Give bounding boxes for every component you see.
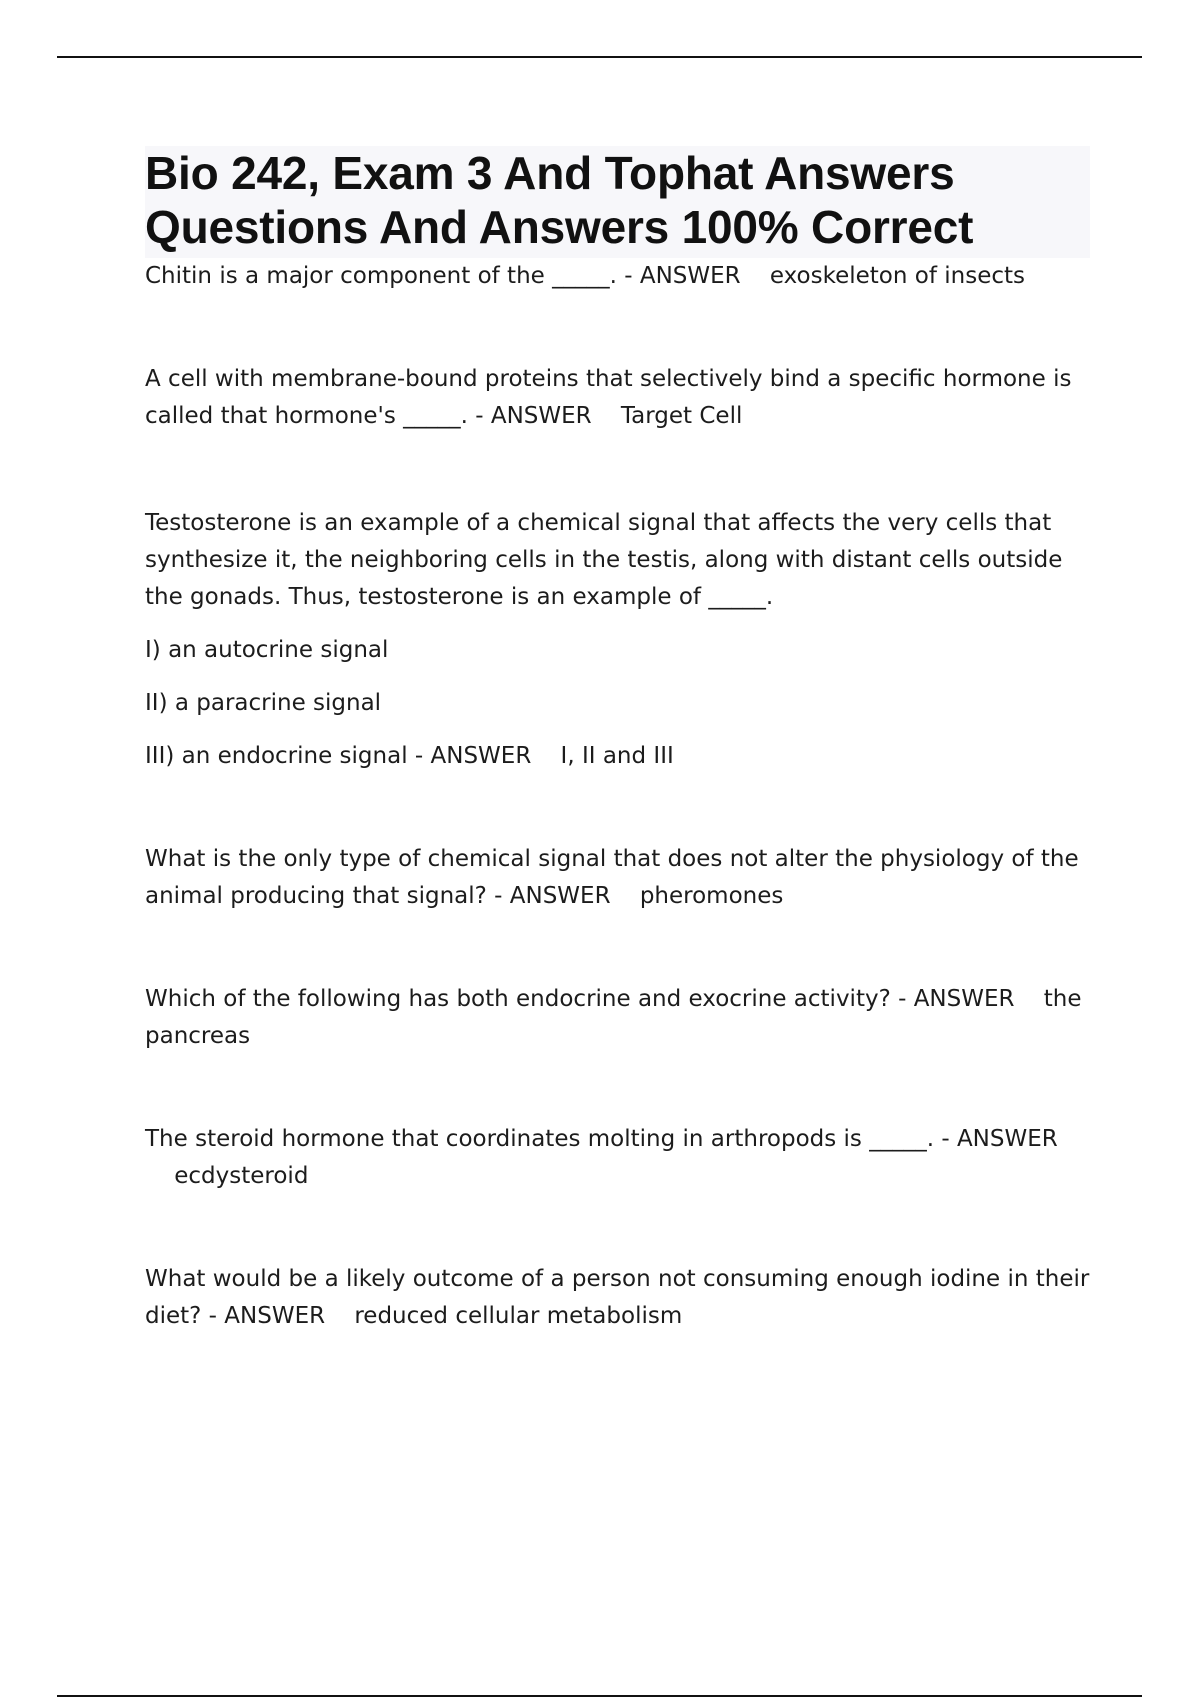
title-line-2: Questions And Answers 100% Correct — [145, 201, 974, 253]
qa-item-7 — [145, 1261, 1090, 1335]
question-text: Chitin is a major component of the _____. - ANSWER — [145, 263, 741, 289]
document-title — [145, 146, 1090, 254]
bottom-rule — [57, 1695, 1142, 1697]
qa-item-6 — [145, 1121, 1090, 1195]
question-text: What would be a likely outcome of a person not consuming enough iodine in their diet? - ANSWER — [145, 1266, 1090, 1329]
question-text: A cell with membrane-bound proteins that selectively bind a specific hormone is called that hormone's _____. - ANSWER — [145, 366, 1072, 429]
answer-text: exoskeleton of insects — [769, 263, 1025, 289]
option-1: I) an autocrine signal — [145, 637, 389, 663]
question-text: What is the only type of chemical signal that does not alter the physiology of the animal producing that signal? - ANSWER — [145, 846, 1079, 909]
top-rule — [57, 56, 1142, 58]
option-3: III) an endocrine signal - ANSWER — [145, 743, 532, 769]
answer-text: the pancreas — [145, 986, 1082, 1049]
title-block — [145, 146, 1090, 258]
answer-text: Target Cell — [620, 403, 743, 429]
title-line-1: Bio 242, Exam 3 And Tophat Answers — [145, 147, 955, 199]
qa-item-3 — [145, 505, 1090, 775]
document-page — [145, 146, 1090, 1335]
question-text: The steroid hormone that coordinates molting in arthropods is _____. - ANSWER — [145, 1126, 1058, 1152]
answer-text: ecdysteroid — [174, 1163, 309, 1189]
answer-text: reduced cellular metabolism — [354, 1303, 683, 1329]
option-2: II) a paracrine signal — [145, 690, 382, 716]
qa-item-2 — [145, 361, 1090, 435]
question-text: Testosterone is an example of a chemical signal that affects the very cells that synthesize it, the neighboring cells in the testis, along with distant cells outside the gonads. Thus, testosterone is an example of _____. — [145, 510, 1063, 610]
qa-item-4 — [145, 841, 1090, 915]
qa-item-5 — [145, 981, 1090, 1055]
qa-item-1 — [145, 258, 1090, 295]
answer-text: I, II and III — [560, 743, 674, 769]
question-text: Which of the following has both endocrine and exocrine activity? - ANSWER — [145, 986, 1015, 1012]
answer-text: pheromones — [639, 883, 784, 909]
